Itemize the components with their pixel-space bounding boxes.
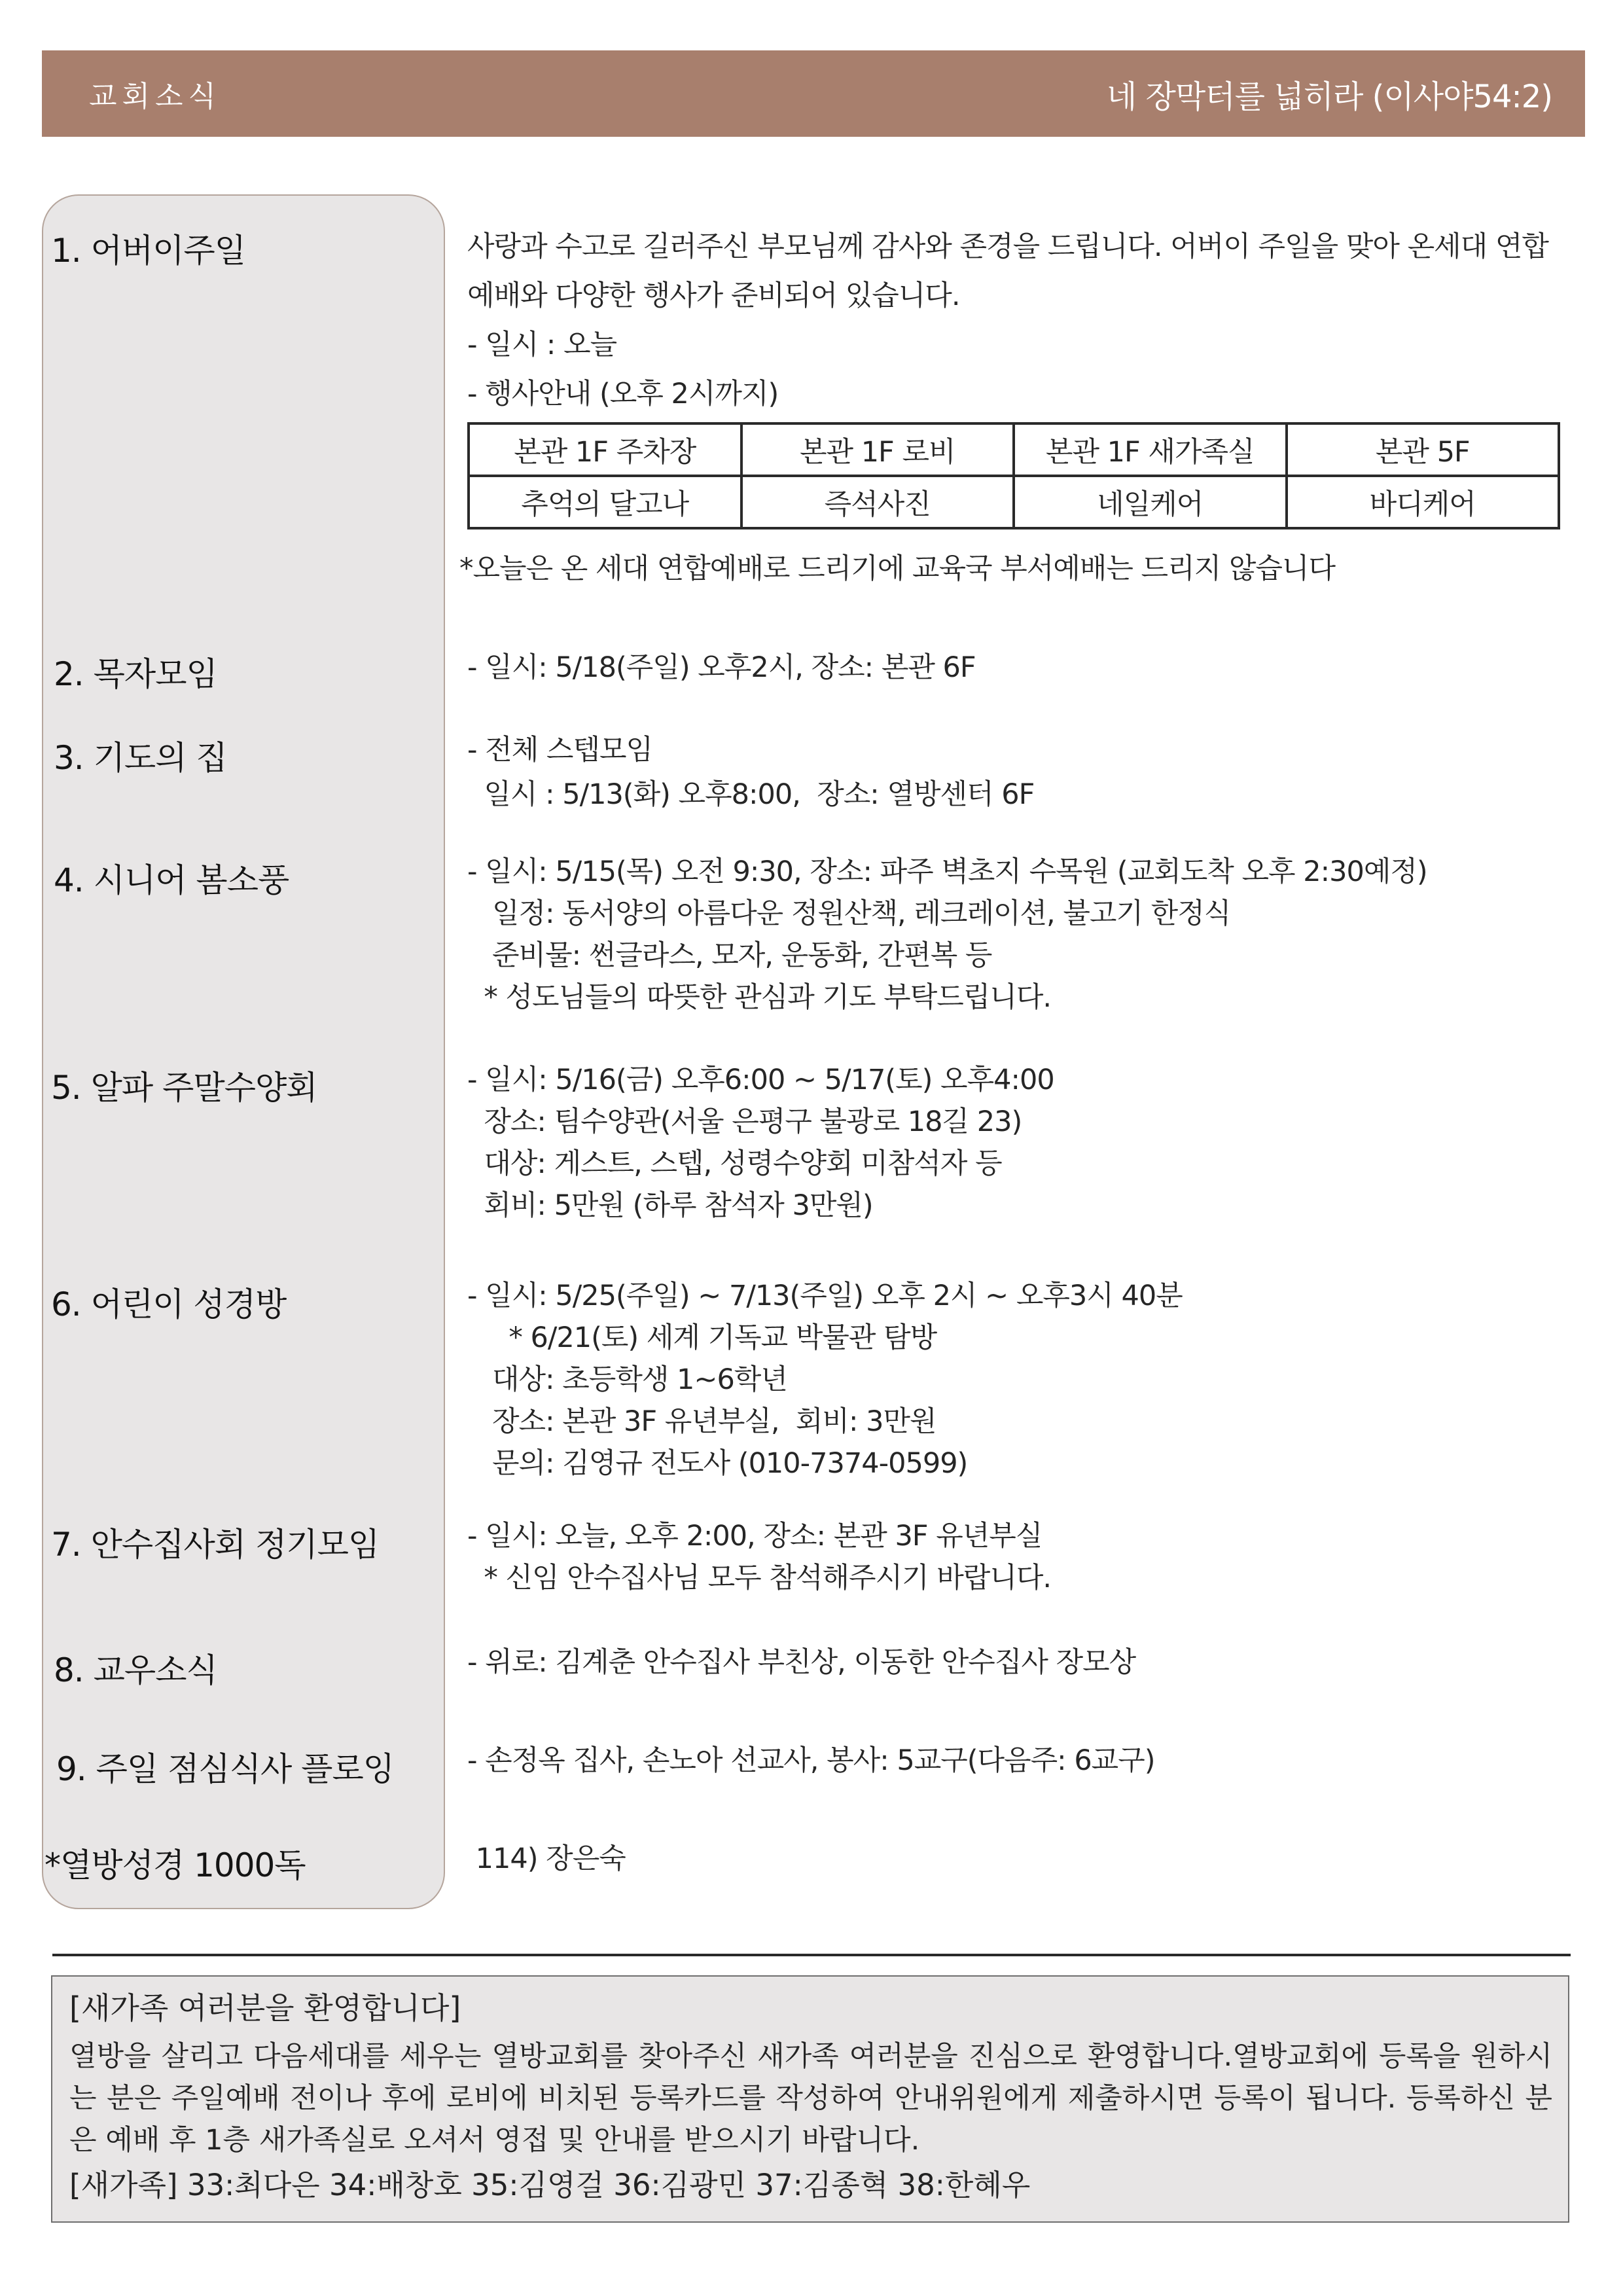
item-3-content xyxy=(467,728,1034,817)
content-line: - 손정옥 집사, 손노아 선교사, 봉사: 5교구(다음주: 6교구) xyxy=(467,1744,1155,1777)
content-line: - 일시: 오늘, 오후 2:00, 장소: 본관 3F 유년부실 xyxy=(467,1520,1043,1552)
item-title-6: 6. 어린이 성경방 xyxy=(51,1285,287,1323)
item-title-9: 9. 주일 점심식사 플로잉 xyxy=(56,1750,395,1788)
table-cell: 즉석사진 xyxy=(741,476,1014,528)
content-line: - 일시 : 오늘 xyxy=(467,329,617,361)
table-header-row xyxy=(469,423,1559,476)
content-line: 회비: 5만원 (하루 참석자 3만원) xyxy=(467,1189,873,1222)
table-cell: 바디케어 xyxy=(1287,476,1560,528)
table-header-cell: 본관 1F 주차장 xyxy=(469,423,741,476)
item-title-1: 1. 어버이주일 xyxy=(51,232,246,270)
item-10-content xyxy=(467,1838,626,1880)
content-line: 일시 : 5/13(화) 오후8:00, 장소: 열방센터 6F xyxy=(467,778,1035,811)
item-8-content xyxy=(467,1641,1135,1683)
item-1-lines xyxy=(467,321,778,419)
content-line: 문의: 김영규 전도사 (010-7374-0599) xyxy=(467,1447,968,1480)
content-line: 114) 장은숙 xyxy=(467,1842,626,1875)
welcome-body: 열방을 살리고 다음세대를 세우는 열방교회를 찾아주신 새가족 여러분을 진심으로 환영합니다.열방교회에 등록을 원하시는 분은 주일예배 전이나 후에 로비에 비치된 등록카드를 작성하여 안내위원에게 제출하시면 등록이 됩니다. 등록하신 분은 예배 후 1층 새가족실로 오셔서 영접 및 안내를 받으시기 바랍니다. xyxy=(69,2040,1552,2157)
content-line: 장소: 팀수양관(서울 은평구 불광로 18길 23) xyxy=(467,1105,1022,1138)
event-table xyxy=(467,422,1560,529)
table-header-cell: 본관 1F 로비 xyxy=(741,423,1014,476)
content-line: 장소: 본관 3F 유년부실, 회비: 3만원 xyxy=(467,1405,936,1438)
welcome-box xyxy=(51,1975,1569,2223)
content-line: - 일시: 5/18(주일) 오후2시, 장소: 본관 6F xyxy=(467,651,976,684)
content-line: - 일시: 5/16(금) 오후6:00 ~ 5/17(토) 오후4:00 xyxy=(467,1064,1054,1096)
item-1-note: *오늘은 온 세대 연합예배로 드리기에 교육국 부서예배는 드리지 않습니다 xyxy=(459,552,1335,585)
item-title-2: 2. 목자모임 xyxy=(54,655,217,693)
item-9-content xyxy=(467,1740,1155,1782)
item-1-intro-line: 예배와 다양한 행사가 준비되어 있습니다. xyxy=(467,279,960,312)
item-1-intro xyxy=(467,223,1567,321)
newcomer-list: [새가족] 33:최다은 34:배창호 35:김영걸 36:김광민 37:김종혁 38:한혜우 xyxy=(69,2168,1031,2202)
content-line: - 행사안내 (오후 2시까지) xyxy=(467,378,779,410)
item-4-content xyxy=(467,851,1427,1018)
content-line: 일정: 동서양의 아름다운 정원산책, 레크레이션, 불고기 한정식 xyxy=(467,897,1231,930)
content-line: 대상: 게스트, 스텝, 성령수양회 미참석자 등 xyxy=(467,1147,1002,1180)
content-line: * 6/21(토) 세계 기독교 박물관 탐방 xyxy=(467,1321,937,1354)
header-bar xyxy=(42,50,1585,137)
content-line: * 신임 안수집사님 모두 참석해주시기 바랍니다. xyxy=(467,1562,1052,1594)
content-line: - 전체 스텝모임 xyxy=(467,734,653,766)
table-header-cell: 본관 5F xyxy=(1287,423,1560,476)
content-line: 준비물: 썬글라스, 모자, 운동화, 간편복 등 xyxy=(467,939,992,972)
table-row xyxy=(469,476,1559,528)
item-1-intro-line: 사랑과 수고로 길러주신 부모님께 감사와 존경을 드립니다. 어버이 주일을 맞아 온세대 연합 xyxy=(467,230,1548,263)
item-6-content xyxy=(467,1275,1183,1484)
content-line: - 일시: 5/25(주일) ~ 7/13(주일) 오후 2시 ~ 오후3시 40분 xyxy=(467,1280,1183,1312)
bible-verse: 네 장막터를 넓히라 (이사야54:2) xyxy=(1106,78,1552,115)
section-title: 교회소식 xyxy=(89,80,222,113)
table-cell: 네일케어 xyxy=(1014,476,1287,528)
item-title-4: 4. 시니어 봄소풍 xyxy=(54,861,289,899)
section-divider xyxy=(52,1954,1571,1956)
table-cell: 추억의 달고나 xyxy=(469,476,741,528)
item-title-10: *열방성경 1000독 xyxy=(45,1846,306,1884)
table-header-cell: 본관 1F 새가족실 xyxy=(1014,423,1287,476)
welcome-title: [새가족 여러분을 환영합니다] xyxy=(69,1990,461,2026)
content-line: - 위로: 김계춘 안수집사 부친상, 이동한 안수집사 장모상 xyxy=(467,1646,1136,1679)
content-line: * 성도님들의 따뜻한 관심과 기도 부탁드립니다. xyxy=(467,981,1052,1014)
item-2-content xyxy=(467,647,976,689)
content-line: - 일시: 5/15(목) 오전 9:30, 장소: 파주 벽초지 수목원 (교회도착 오후 2:30예정) xyxy=(467,855,1427,888)
item-title-7: 7. 안수집사회 정기모임 xyxy=(51,1526,380,1564)
item-7-content xyxy=(467,1515,1051,1599)
item-title-3: 3. 기도의 집 xyxy=(54,739,227,777)
item-title-8: 8. 교우소식 xyxy=(54,1651,217,1689)
item-title-5: 5. 알파 주말수양회 xyxy=(51,1069,317,1107)
item-5-content xyxy=(467,1059,1054,1227)
content-line: 대상: 초등학생 1~6학년 xyxy=(467,1363,787,1396)
